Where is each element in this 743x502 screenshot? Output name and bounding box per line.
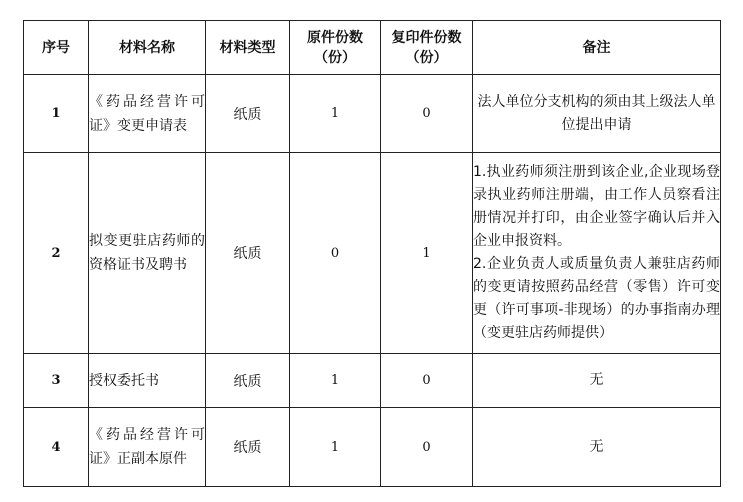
remark-line: 无: [589, 372, 604, 388]
row-material-type: 纸质: [206, 75, 290, 153]
row-remark: [473, 354, 721, 408]
table-row: [24, 354, 721, 408]
row-material-name: 《药品经营许可证》正副本原件: [89, 408, 206, 487]
header-remark: 备注: [473, 21, 721, 75]
row-seq: 2: [24, 153, 89, 354]
table-row: [24, 153, 721, 354]
header-material-name: 材料名称: [89, 21, 206, 75]
table-row: [24, 408, 721, 487]
row-material-type: 纸质: [206, 408, 290, 487]
header-seq: 序号: [24, 21, 89, 75]
materials-table: [23, 20, 721, 487]
remark-line: 1.执业药师须注册到该企业,企业现场登录执业药师注册端，由工作人员察看注册情况并打印，由企业签字确认后并入企业申报资料。: [473, 164, 720, 249]
row-seq: 1: [24, 75, 89, 153]
row-copy-count: 0: [381, 408, 473, 487]
header-original-count: 原件份数（份）: [290, 21, 381, 75]
row-material-name: 拟变更驻店药师的资格证书及聘书: [89, 153, 206, 354]
row-copy-count: 0: [381, 354, 473, 408]
row-seq: 3: [24, 354, 89, 408]
row-remark: [473, 408, 721, 487]
row-material-name: 《药品经营许可证》变更申请表: [89, 75, 206, 153]
row-original-count: 1: [290, 75, 381, 153]
remark-line: 无: [589, 438, 604, 455]
header-copy-count: 复印件份数（份）: [381, 21, 473, 75]
table-row: [24, 75, 721, 153]
row-copy-count: 0: [381, 75, 473, 153]
remark-line: 2.企业负责人或质量负责人兼驻店药师的变更请按照药品经营（零售）许可变更（许可事项-非现场）的办事指南办理（变更驻店药师提供）: [473, 256, 720, 341]
row-material-type: 纸质: [206, 153, 290, 354]
header-material-type: 材料类型: [206, 21, 290, 75]
row-seq: 4: [24, 408, 89, 487]
row-material-type: 纸质: [206, 354, 290, 408]
row-copy-count: 1: [381, 153, 473, 354]
row-material-name: 授权委托书: [89, 354, 206, 408]
row-remark: [473, 153, 721, 354]
header-row: [24, 21, 721, 75]
row-original-count: 0: [290, 153, 381, 354]
row-original-count: 1: [290, 408, 381, 487]
row-remark: [473, 75, 721, 153]
remark-line: 法人单位分支机构的须由其上级法人单位提出申请: [477, 93, 716, 133]
row-original-count: 1: [290, 354, 381, 408]
